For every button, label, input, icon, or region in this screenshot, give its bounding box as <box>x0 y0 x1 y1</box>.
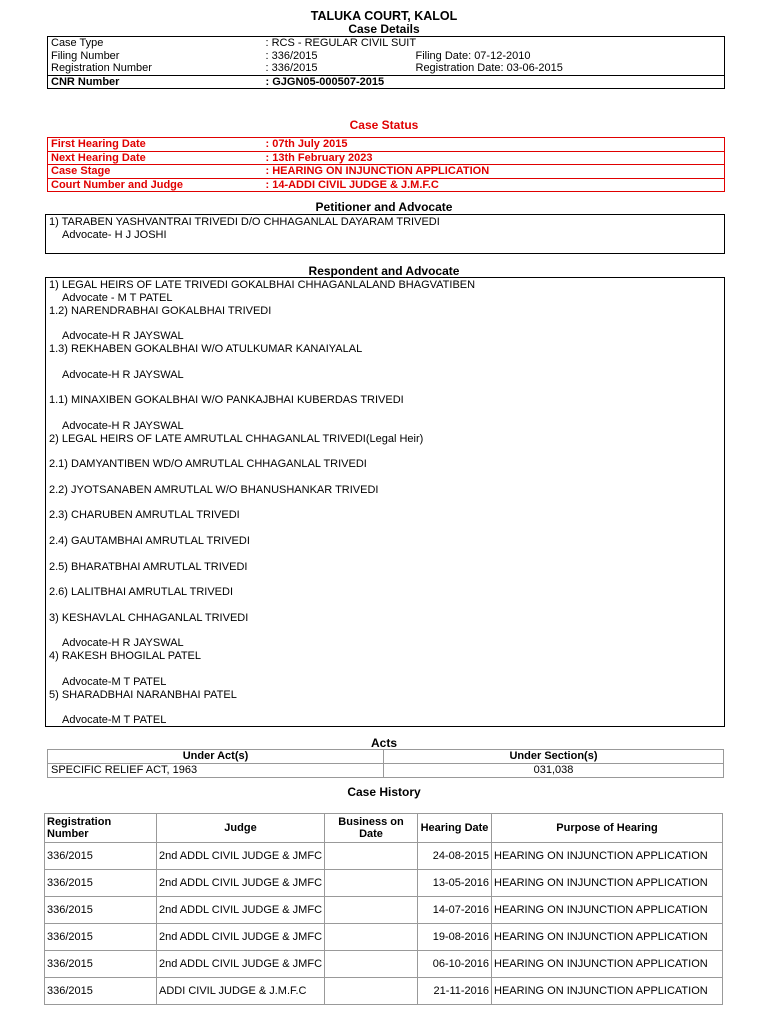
history-date: 06-10-2016 <box>418 951 492 978</box>
court-title: TALUKA COURT, KALOL <box>310 9 458 23</box>
case-type-row <box>48 37 725 50</box>
respondent-name: 1.3) REKHABEN GOKALBHAI W/O ATULKUMAR KANAIYALAL <box>49 342 363 355</box>
cnr-row <box>48 75 725 89</box>
history-row <box>45 951 723 978</box>
filing-number-value: : 336/2015 <box>265 49 318 62</box>
filing-date: Filing Date: 07-12-2010 <box>415 49 531 62</box>
respondent-name: 2) LEGAL HEIRS OF LATE AMRUTLAL CHHAGANLAL TRIVEDI(Legal Heir) <box>49 432 424 445</box>
registration-number-row <box>48 62 725 75</box>
status-row <box>48 178 725 192</box>
history-purpose: HEARING ON INJUNCTION APPLICATION <box>492 951 723 978</box>
acts-heading: Acts <box>370 736 397 750</box>
status-value: : 14-ADDI CIVIL JUDGE & J.M.F.C <box>263 178 725 192</box>
cnr-label: CNR Number <box>48 75 263 89</box>
respondent-name: 2.2) JYOTSANABEN AMRUTLAL W/O BHANUSHANKAR TRIVEDI <box>49 483 379 496</box>
blank-line <box>49 445 721 458</box>
case-details-table <box>47 36 725 89</box>
status-row <box>48 138 725 152</box>
blank-line <box>49 381 721 394</box>
case-type-label: Case Type <box>51 37 104 49</box>
history-judge: 2nd ADDL CIVIL JUDGE & JMFC <box>157 951 325 978</box>
history-judge: 2nd ADDL CIVIL JUDGE & JMFC <box>157 897 325 924</box>
registration-number-label: Registration Number <box>51 62 152 74</box>
history-col-business: Business on Date <box>325 814 418 843</box>
status-value: : 13th February 2023 <box>263 151 725 165</box>
case-status-heading: Case Status <box>349 118 419 132</box>
history-business <box>325 843 418 870</box>
petitioner-heading: Petitioner and Advocate <box>315 200 453 214</box>
respondent-advocate: Advocate-M T PATEL <box>62 714 167 727</box>
respondent-name: 1.2) NARENDRABHAI GOKALBHAI TRIVEDI <box>49 304 272 317</box>
history-purpose: HEARING ON INJUNCTION APPLICATION <box>492 870 723 897</box>
status-value: : HEARING ON INJUNCTION APPLICATION <box>263 165 725 179</box>
respondent-advocate: Advocate-H R JAYSWAL <box>62 330 184 343</box>
history-business <box>325 897 418 924</box>
history-reg: 336/2015 <box>45 870 157 897</box>
acts-row <box>48 764 724 778</box>
respondent-name: 2.1) DAMYANTIBEN WD/O AMRUTLAL CHHAGANLAL TRIVEDI <box>49 458 367 471</box>
history-business <box>325 924 418 951</box>
respondent-box <box>45 277 725 727</box>
respondent-name: 3) KESHAVLAL CHHAGANLAL TRIVEDI <box>49 611 249 624</box>
history-col-judge: Judge <box>157 814 325 843</box>
status-label: First Hearing Date <box>48 138 263 152</box>
acts-table <box>47 749 724 778</box>
history-purpose: HEARING ON INJUNCTION APPLICATION <box>492 924 723 951</box>
history-heading: Case History <box>347 785 421 799</box>
history-judge: ADDI CIVIL JUDGE & J.M.F.C <box>157 978 325 1005</box>
status-row <box>48 151 725 165</box>
respondent-advocate: Advocate-H R JAYSWAL <box>62 419 184 432</box>
respondent-heading: Respondent and Advocate <box>308 264 460 278</box>
history-business <box>325 978 418 1005</box>
history-reg: 336/2015 <box>45 978 157 1005</box>
history-purpose: HEARING ON INJUNCTION APPLICATION <box>492 897 723 924</box>
blank-line <box>49 317 721 330</box>
status-label: Court Number and Judge <box>48 178 263 192</box>
registration-date: Registration Date: 03-06-2015 <box>415 62 563 74</box>
respondent-name: 2.3) CHARUBEN AMRUTLAL TRIVEDI <box>49 509 240 522</box>
blank-line <box>49 522 721 535</box>
status-label: Case Stage <box>48 165 263 179</box>
history-date: 24-08-2015 <box>418 843 492 870</box>
respondent-name: 2.6) LALITBHAI AMRUTLAL TRIVEDI <box>49 586 234 599</box>
respondent-name: 2.4) GAUTAMBHAI AMRUTLAL TRIVEDI <box>49 534 250 547</box>
history-purpose: HEARING ON INJUNCTION APPLICATION <box>492 978 723 1005</box>
blank-line <box>49 573 721 586</box>
acts-header-row <box>48 750 724 764</box>
history-row <box>45 843 723 870</box>
blank-line <box>49 663 721 676</box>
history-purpose: HEARING ON INJUNCTION APPLICATION <box>492 843 723 870</box>
acts-col-section: Under Section(s) <box>384 750 724 764</box>
respondent-advocate: Advocate-H R JAYSWAL <box>62 368 184 381</box>
blank-line <box>49 625 721 638</box>
history-header-row <box>45 814 723 843</box>
respondent-advocate: Advocate - M T PATEL <box>62 291 173 304</box>
blank-line <box>49 407 721 420</box>
petitioner-advocate: Advocate- H J JOSHI <box>62 228 167 241</box>
registration-number-value: : 336/2015 <box>265 62 318 74</box>
history-col-hearing: Hearing Date <box>418 814 492 843</box>
history-row <box>45 897 723 924</box>
history-date: 21-11-2016 <box>418 978 492 1005</box>
act-section: 031,038 <box>384 764 724 778</box>
case-details-heading: Case Details <box>348 22 420 36</box>
respondent-name: 1.1) MINAXIBEN GOKALBHAI W/O PANKAJBHAI KUBERDAS TRIVEDI <box>49 394 404 407</box>
petitioner-name: 1) TARABEN YASHVANTRAI TRIVEDI D/O CHHAGANLAL DAYARAM TRIVEDI <box>49 216 440 228</box>
case-history-table <box>44 813 723 1005</box>
blank-line <box>49 548 721 561</box>
history-reg: 336/2015 <box>45 843 157 870</box>
respondent-advocate: Advocate-H R JAYSWAL <box>62 637 184 650</box>
case-type-value: : RCS - REGULAR CIVIL SUIT <box>265 37 417 49</box>
history-col-purpose: Purpose of Hearing <box>492 814 723 843</box>
respondent-name: 5) SHARADBHAI NARANBHAI PATEL <box>49 688 237 701</box>
respondent-name: 1) LEGAL HEIRS OF LATE TRIVEDI GOKALBHAI CHHAGANLALAND BHAGVATIBEN <box>49 279 476 291</box>
blank-line <box>49 471 721 484</box>
history-judge: 2nd ADDL CIVIL JUDGE & JMFC <box>157 870 325 897</box>
history-row <box>45 870 723 897</box>
respondent-name: 2.5) BHARATBHAI AMRUTLAL TRIVEDI <box>49 560 248 573</box>
history-date: 14-07-2016 <box>418 897 492 924</box>
history-judge: 2nd ADDL CIVIL JUDGE & JMFC <box>157 843 325 870</box>
history-judge: 2nd ADDL CIVIL JUDGE & JMFC <box>157 924 325 951</box>
respondent-name: 4) RAKESH BHOGILAL PATEL <box>49 650 202 663</box>
history-reg: 336/2015 <box>45 924 157 951</box>
case-status-table <box>47 137 725 192</box>
blank-line <box>49 497 721 510</box>
history-reg: 336/2015 <box>45 897 157 924</box>
history-reg: 336/2015 <box>45 951 157 978</box>
history-date: 13-05-2016 <box>418 870 492 897</box>
petitioner-box <box>45 214 725 254</box>
cnr-value: : GJGN05-000507-2015 <box>263 75 725 89</box>
history-business <box>325 951 418 978</box>
blank-line <box>49 599 721 612</box>
blank-line <box>49 701 721 714</box>
respondent-advocate: Advocate-M T PATEL <box>62 675 167 688</box>
status-value: : 07th July 2015 <box>263 138 725 152</box>
status-row <box>48 165 725 179</box>
history-col-reg: Registration Number <box>45 814 157 843</box>
history-row <box>45 924 723 951</box>
acts-col-act: Under Act(s) <box>48 750 384 764</box>
filing-number-label: Filing Number <box>51 49 120 62</box>
blank-line <box>49 356 721 369</box>
status-label: Next Hearing Date <box>48 151 263 165</box>
history-business <box>325 870 418 897</box>
filing-number-row <box>48 50 725 63</box>
act-name: SPECIFIC RELIEF ACT, 1963 <box>48 764 384 778</box>
history-row <box>45 978 723 1005</box>
history-date: 19-08-2016 <box>418 924 492 951</box>
